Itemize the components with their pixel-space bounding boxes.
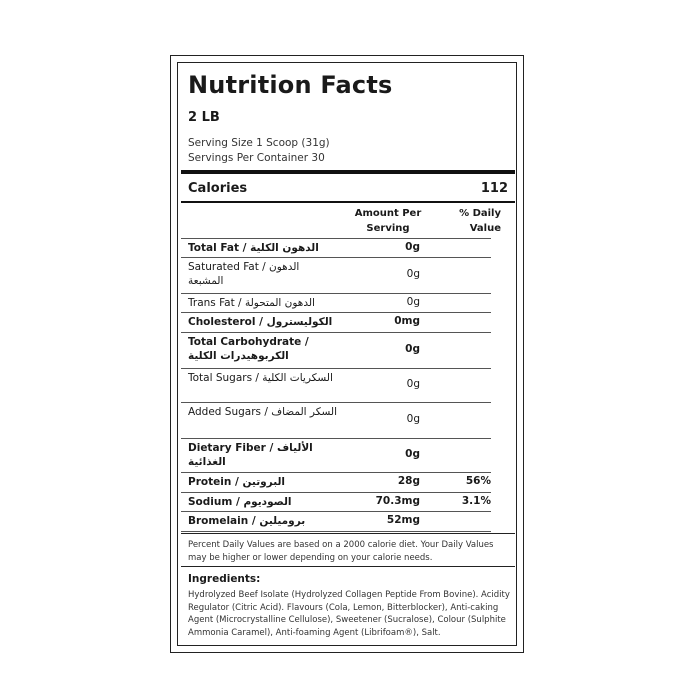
product-weight: 2 LB	[188, 110, 220, 125]
nutrient-label: Sodium / الصوديوم	[188, 496, 292, 508]
nutrient-amount: 0g	[406, 296, 420, 308]
nutrient-label: Added Sugars / السكر المضاف	[188, 406, 338, 418]
nutrient-amount: 0g	[406, 413, 420, 425]
row-divider	[181, 238, 491, 239]
row-divider	[181, 402, 491, 403]
nutrient-label: Dietary Fiber / الألياف الغذائية	[188, 442, 313, 468]
nutrient-amount: 28g	[397, 475, 420, 487]
nutrient-amount: 0g	[405, 343, 420, 355]
ingredients-text: Hydrolyzed Beef Isolate (Hydrolyzed Collagen Peptide From Bovine). Acidity Regulator (Citric Acid). Flavours (Cola, Lemon, Bitterblocker), Anti-caking Agent (Microcrystalline Cellulose), Sweetener (Sucralose), Colour (Sulphite Ammonia Caramel), Anti-foaming Agent (Librifoam®), Salt.	[188, 590, 510, 638]
nutrient-label: Total Sugars / السكريات الكلية	[188, 372, 333, 384]
nutrient-label: Total Fat / الدهون الكلية	[188, 242, 319, 254]
nutrient-amount: 0g	[405, 241, 420, 253]
row-divider	[181, 472, 491, 473]
amount-per-serving-header: Amount Per Serving	[354, 208, 422, 234]
nutrient-amount: 0mg	[394, 315, 420, 327]
nutrient-amount: 0g	[406, 268, 420, 280]
nutrient-amount: 70.3mg	[375, 495, 420, 507]
nutrient-label: Protein / البروتين	[188, 476, 286, 488]
nutrient-label: Saturated Fat / الدهون المشبعة	[188, 261, 300, 287]
row-divider	[181, 511, 491, 512]
nutrient-label: Cholesterol / الكوليسترول	[188, 316, 333, 328]
nutrient-label: Bromelain / بروميلين	[188, 515, 306, 527]
ingredients-title: Ingredients:	[188, 573, 261, 585]
nutrient-label: Total Carbohydrate / الكربوهيدرات الكلية	[188, 336, 309, 362]
divider-ingredients	[181, 566, 515, 567]
nutrient-amount: 52mg	[386, 514, 420, 526]
nutrient-amount: 0g	[405, 448, 420, 460]
daily-value-header: % Daily Value	[459, 208, 501, 234]
row-divider	[181, 293, 491, 294]
divider-thick-top	[181, 170, 515, 174]
divider-footnote	[181, 533, 515, 534]
row-divider	[181, 257, 491, 258]
nutrition-title: Nutrition Facts	[188, 71, 393, 99]
row-divider	[181, 312, 491, 313]
nutrient-label: Trans Fat / الدهون المتحولة	[188, 297, 315, 309]
row-divider	[181, 368, 491, 369]
servings-per-container: Servings Per Container 30	[188, 152, 325, 164]
row-divider	[181, 438, 491, 439]
row-divider	[181, 492, 491, 493]
nutrient-amount: 0g	[406, 378, 420, 390]
serving-info	[188, 136, 330, 166]
divider-calories	[181, 201, 515, 203]
serving-size: Serving Size 1 Scoop (31g)	[188, 137, 330, 149]
daily-value-footnote: Percent Daily Values are based on a 2000 calorie diet. Your Daily Values may be higher or lower depending on your calorie needs.	[188, 540, 494, 563]
nutrient-daily-value: 3.1%	[461, 495, 491, 507]
row-divider	[181, 531, 491, 532]
calories-value: 112	[480, 181, 508, 196]
row-divider	[181, 332, 491, 333]
nutrient-daily-value: 56%	[465, 475, 491, 487]
calories-label: Calories	[188, 181, 248, 196]
